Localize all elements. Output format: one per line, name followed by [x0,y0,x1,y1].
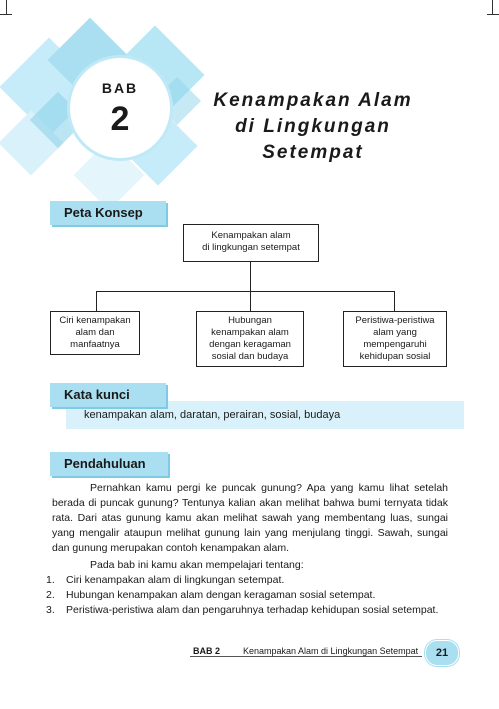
crop-mark [492,0,493,14]
box-line: alam yang [373,327,417,338]
page-number: 21 [425,640,459,666]
connector [394,291,395,311]
connector [250,291,251,311]
chapter-number: 2 [110,100,130,138]
box-line: Kenampakan alam [211,230,291,241]
connector [250,262,251,292]
concept-child-box [343,311,447,367]
list-item [44,588,448,603]
connector [96,291,394,292]
footer-chapter: BAB 2 [193,646,221,656]
box-line: Peristiwa-peristiwa [355,315,435,326]
keywords-heading [50,383,166,407]
crop-mark [0,14,12,15]
connector [96,291,97,311]
list-item-text: Peristiwa-peristiwa alam dan pengaruhnya terhadap kehidupan sosial setempat. [66,604,439,616]
intro-paragraph: Pernahkan kamu pergi ke puncak gunung? Apa yang kamu lihat setelah berada di puncak gunung? Tentunya kalian akan melihat bahwa bumi ternyata tidak rata. Dari atas gunung kamu akan melihat sawah yang membentang luas, sungai yang mengalir ataupun melihat gunung lain yang menjulang tinggi. Sawah, sungai dan gunung merupakan contoh kenampakan alam. [52,482,448,554]
box-line: Ciri kenampakan [59,315,131,326]
list-item-text: Ciri kenampakan alam di lingkungan setempat. [66,574,285,586]
concept-child-box [196,311,304,367]
list-item [44,603,448,618]
box-line: di lingkungan setempat [202,242,300,253]
chapter-title [178,88,448,166]
box-line: Hubungan [228,315,272,326]
section-heading-label: Peta Konsep [64,205,143,220]
list-item [44,573,448,588]
section-heading-label: Kata kunci [64,387,130,402]
box-line: kehidupan sosial [359,351,431,362]
box-line: manfaatnya [70,339,120,350]
chapter-label: BAB [101,80,139,96]
box-line: mempengaruhi [363,339,427,350]
footer-rule [190,656,422,657]
crop-mark [6,0,7,14]
list-number: 2. [46,589,55,601]
box-line: kenampakan alam [211,327,289,338]
chapter-badge [70,58,170,158]
section-heading-label: Pendahuluan [64,456,146,471]
list-number: 3. [46,604,55,616]
concept-root-box [183,224,319,262]
chapter-title-line: di Lingkungan [235,116,391,137]
concept-map-heading [50,201,166,225]
keywords-text: kenampakan alam, daratan, perairan, sosial, budaya [84,409,341,421]
chapter-title-line: Kenampakan Alam [213,90,413,111]
footer-title: Kenampakan Alam di Lingkungan Setempat [243,646,419,656]
intro-heading [50,452,168,476]
chapter-title-line: Setempat [262,142,364,163]
list-number: 1. [46,574,55,586]
concept-child-box [50,311,140,355]
box-line: sosial dan budaya [211,351,289,362]
box-line: alam dan [75,327,115,338]
learning-list [44,573,448,618]
crop-mark [487,14,499,15]
intro-paragraph: Pada bab ini kamu akan mempelajari tentang: [90,559,304,571]
box-line: dengan keragaman [209,339,291,350]
list-item-text: Hubungan kenampakan alam dengan keragaman sosial setempat. [66,589,376,601]
